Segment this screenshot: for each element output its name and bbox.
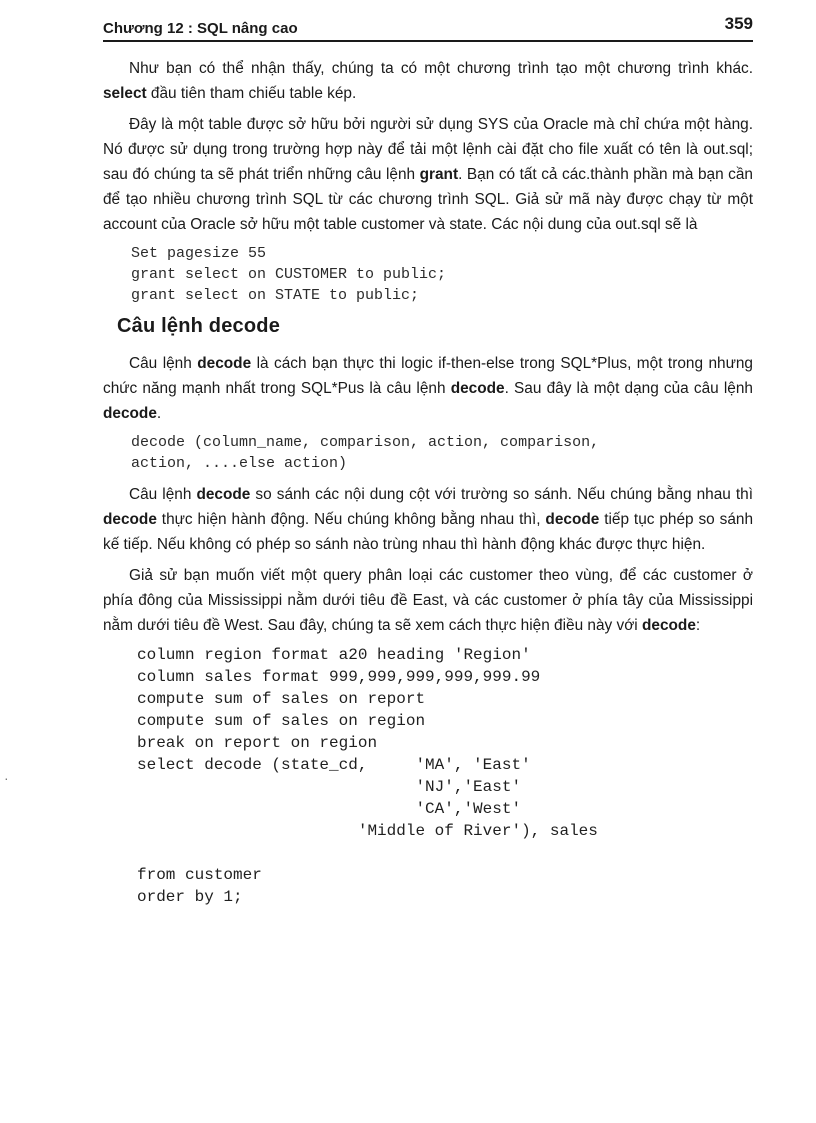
code-block-decode-syntax: decode (column_name, comparison, action, comparison, action, ....else action) [131, 434, 600, 472]
paragraph-1: Như bạn có thể nhận thấy, chúng ta có một chương trình tạo một chương trình khác. select đầu tiên tham chiếu table kép. [103, 60, 753, 102]
keyword-grant: grant [419, 166, 459, 183]
paragraph-3: Câu lệnh decode là cách bạn thực thi logic if-then-else trong SQL*Plus, một trong nhưng chức năng mạnh nhất trong SQL*Pus là câu lệnh decode. Sau đây là một dạng của câu lệnh decode. [103, 355, 753, 422]
paragraph-2: Đây là một table được sở hữu bởi người sử dụng SYS của Oracle mà chỉ chứa một hàng. Nó được sử dụng trong trường hợp này để tải một lệnh cài đặt cho file xuất có tên là out.sql; sau đó chúng ta sẽ phát triển những câu lệnh grant. Bạn có tất cả các.thành phần mà bạn cần để tạo nhiều chương trình SQL từ các chương trình SQL. Giả sử mã này được chạy từ một account của Oracle sở hữu một table customer và state. Các nội dung của out.sql sẽ là [103, 116, 753, 233]
section-heading: Câu lệnh decode [117, 315, 281, 337]
scan-speck: · [4, 770, 9, 786]
code-block-decode-example: column region format a20 heading 'Region' column sales format 999,999,999,999,999.99 compute sum of sales on report compute sum of sales on region break on report on region select decode (state_cd, 'MA', 'East' 'NJ','East' 'CA','West' 'Middle of River'), sales from customer order by 1; [137, 646, 598, 906]
page-number: 359 [724, 14, 753, 33]
paragraph-5: Giả sử bạn muốn viết một query phân loại các customer theo vùng, để các customer ở phía đông của Mississippi nằm dưới tiêu đề East, và các customer ở phía tây của Mississippi nằm dưới tiêu đề West. Sau đây, chúng ta sẽ xem cách thực hiện điều này với decode: [103, 567, 753, 634]
page-body [103, 56, 753, 916]
page-header [103, 8, 753, 42]
keyword-select: select [103, 85, 147, 102]
code-block-grant: Set pagesize 55 grant select on CUSTOMER to public; grant select on STATE to public; [131, 245, 447, 304]
chapter-title: Chương 12 : SQL nâng cao [103, 20, 298, 37]
paragraph-4: Câu lệnh decode so sánh các nội dung cột với trường so sánh. Nếu chúng bằng nhau thì decode thực hiện hành động. Nếu chúng không bằng nhau thì, decode tiếp tục phép so sánh kế tiếp. Nếu không có phép so sánh nào trùng nhau thì hành động khác được thực hiện. [103, 486, 754, 553]
